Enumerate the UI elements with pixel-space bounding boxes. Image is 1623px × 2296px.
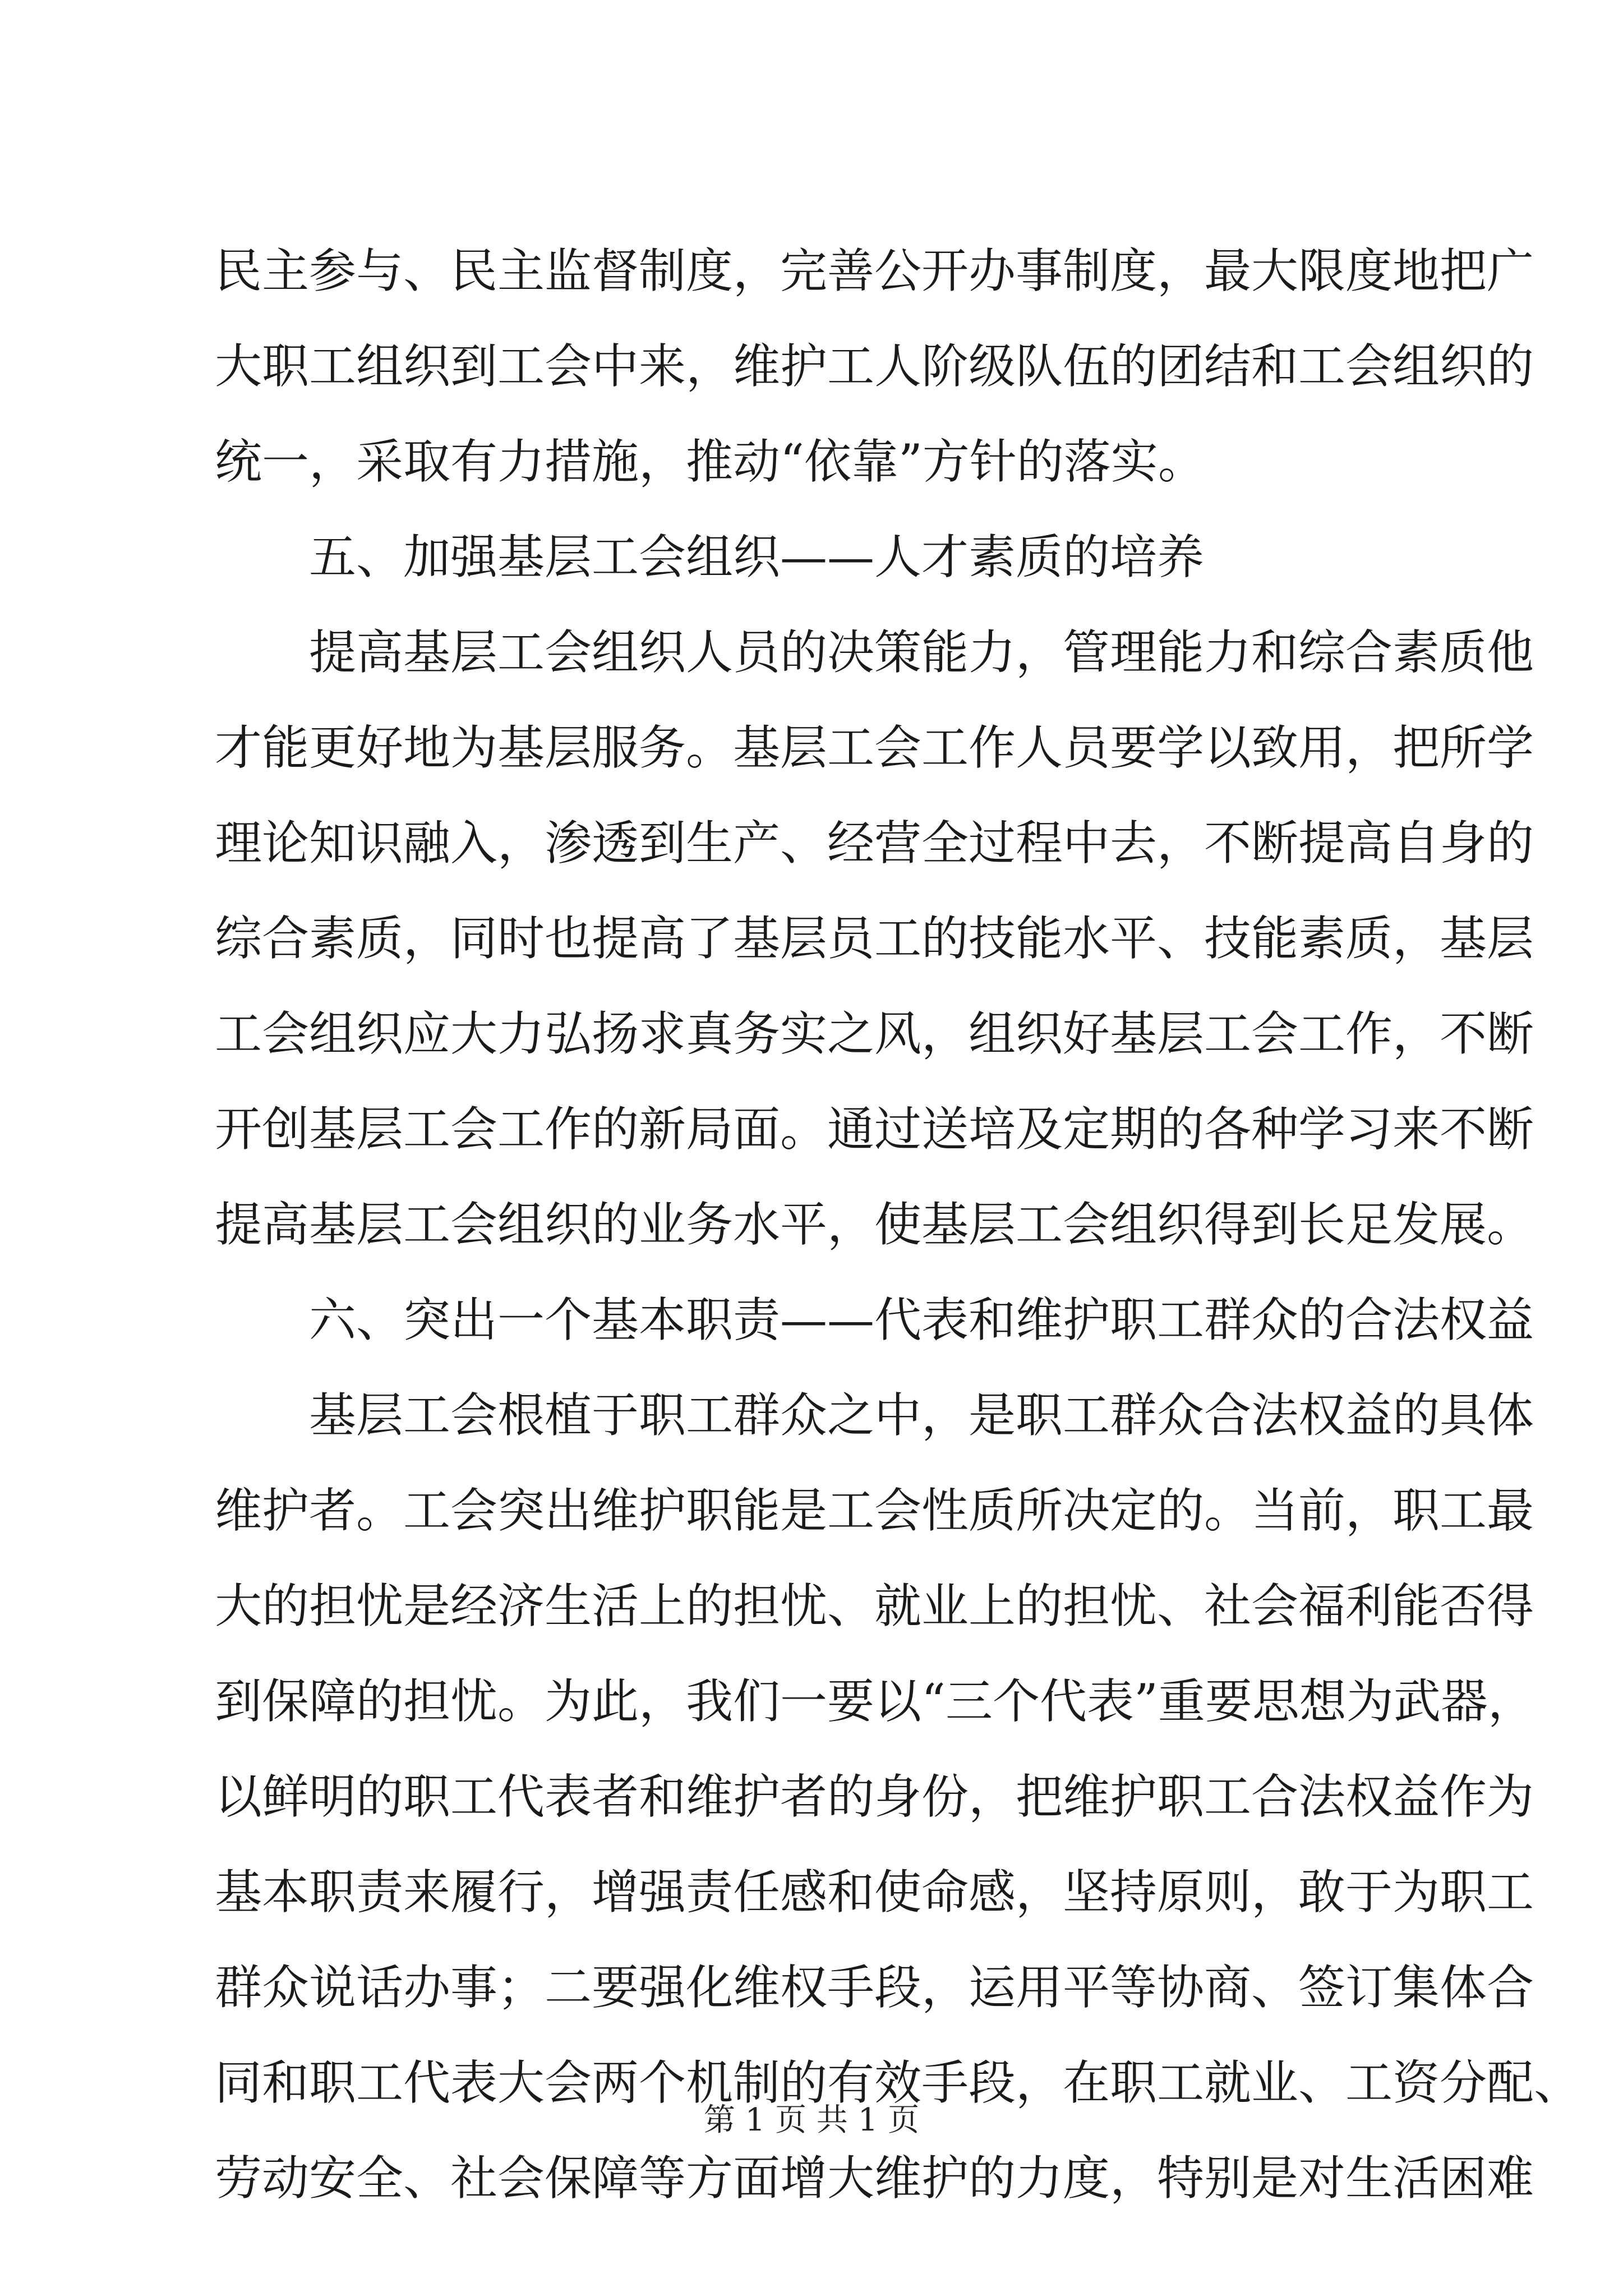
text-line: 维护者。工会突出维护职能是工会性质所决定的。当前，职工最 [215, 1483, 1534, 1538]
text-line: 以鲜明的职工代表者和维护者的身份，把维护职工合法权益作为 [215, 1769, 1534, 1824]
text-line: 大职工组织到工会中来，维护工人阶级队伍的团结和工会组织的 [215, 339, 1534, 394]
text-line: 综合素质，同时也提高了基层员工的技能水平、技能素质，基层 [215, 911, 1534, 966]
text-line: 理论知识融入，渗透到生产、经营全过程中去，不断提高自身的 [215, 816, 1534, 871]
text-line: 五、加强基层工会组织——人才素质的培养 [309, 530, 1205, 585]
text-line: 到保障的担忧。为此，我们一要以“三个代表”重要思想为武器， [215, 1674, 1535, 1729]
text-line: 统一，采取有力措施，推动“依靠”方针的落实。 [215, 434, 1205, 489]
text-line: 基层工会根植于职工群众之中，是职工群众合法权益的具体 [309, 1388, 1534, 1443]
text-line: 提高基层工会组织人员的决策能力，管理能力和综合素质他 [309, 625, 1534, 680]
page-footer: 第 1 页 共 1 页 [703, 2102, 920, 2138]
text-line: 大的担忧是经济生活上的担忧、就业上的担忧、社会福利能否得 [215, 1579, 1534, 1634]
document-body [215, 223, 1581, 2226]
text-line: 基本职责来履行，增强责任感和使命感，坚持原则，敢于为职工 [215, 1865, 1534, 1920]
text-line: 工会组织应大力弘扬求真务实之风，组织好基层工会工作，不断 [215, 1006, 1534, 1061]
text-line: 群众说话办事；二要强化维权手段，运用平等协商、签订集体合 [215, 1960, 1534, 2015]
text-line: 劳动安全、社会保障等方面增大维护的力度，特别是对生活困难 [215, 2151, 1534, 2206]
text-line: 开创基层工会工作的新局面。通过送培及定期的各种学习来不断 [215, 1102, 1534, 1157]
text-line: 提高基层工会组织的业务水平，使基层工会组织得到长足发展。 [215, 1197, 1534, 1252]
text-line: 同和职工代表大会两个机制的有效手段，在职工就业、工资分配、 [215, 2055, 1581, 2110]
text-line: 六、突出一个基本职责——代表和维护职工群众的合法权益 [309, 1292, 1534, 1347]
text-line: 民主参与、民主监督制度，完善公开办事制度，最大限度地把广 [215, 243, 1534, 298]
text-line: 才能更好地为基层服务。基层工会工作人员要学以致用，把所学 [215, 720, 1534, 775]
